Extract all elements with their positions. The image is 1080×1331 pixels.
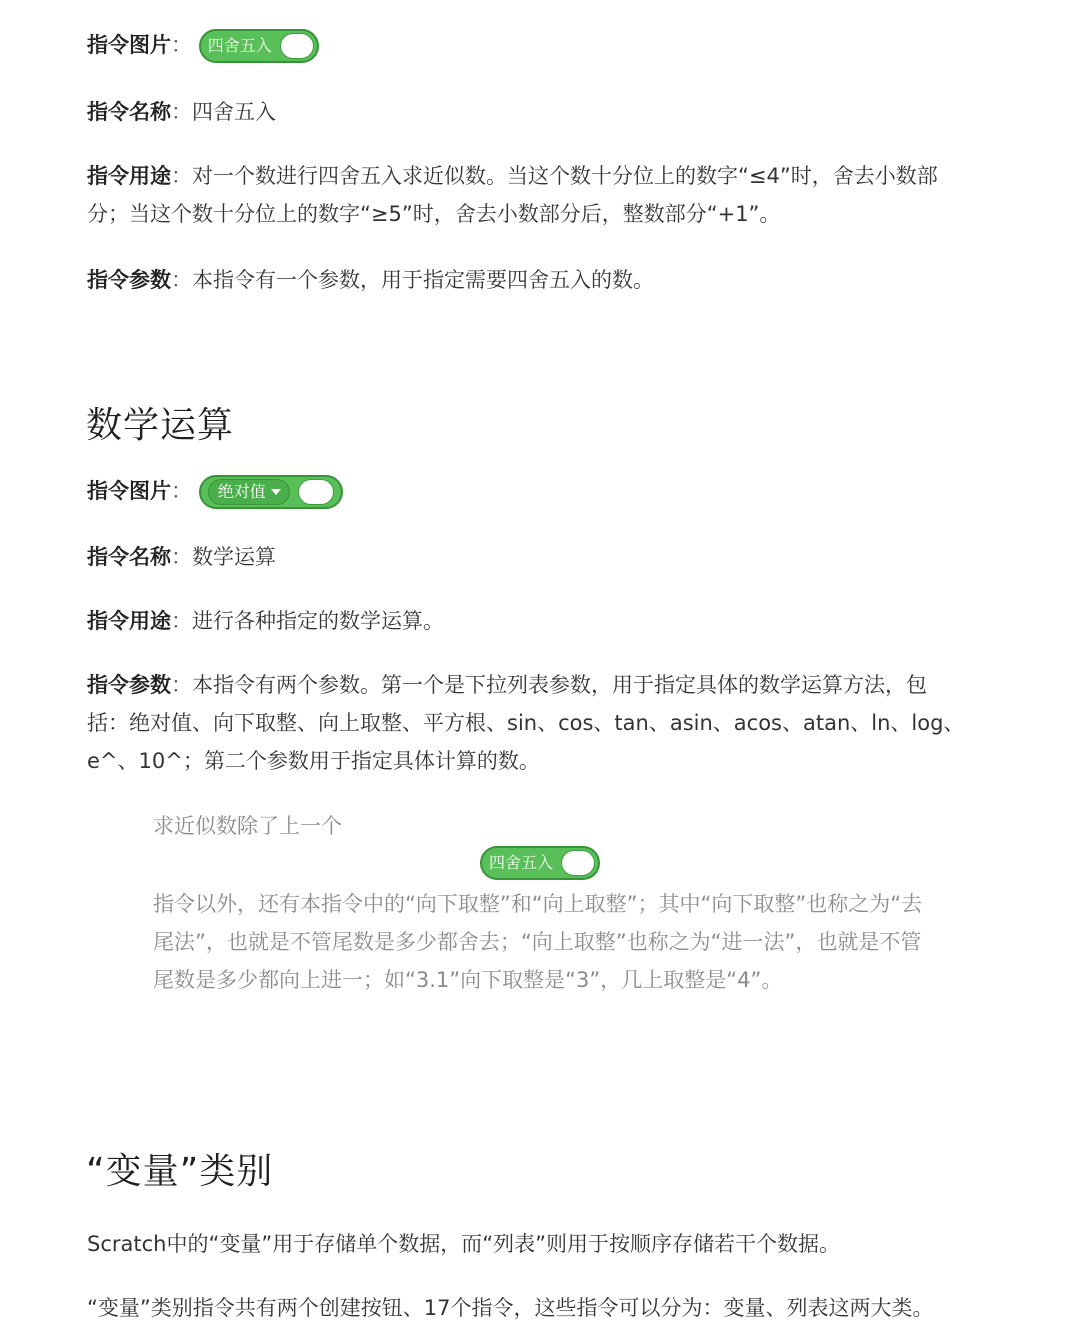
use-row-round: 指令用途：对一个数进行四舍五入求近似数。当这个数十分位上的数字“≤4”时，舍去小数部分；当这个数十分位上的数字“≥5”时，舍去小数部分后，整数部分“+1”。 xyxy=(87,164,938,226)
image-row-math: 指令图片： 绝对值 xyxy=(87,472,967,512)
field-label: 指令名称 xyxy=(87,545,171,569)
block-label: 四舍五入 xyxy=(489,853,554,872)
field-label: 指令参数 xyxy=(87,268,171,292)
section-heading: “变量”类别 xyxy=(86,1151,274,1192)
paragraph: Scratch中的“变量”用于存储单个数据，而“列表”则用于按顺序存储若干个数据。 xyxy=(87,1232,840,1256)
use-row-math: 指令用途：进行各种指定的数学运算。 xyxy=(87,609,444,633)
field-value: 四舍五入 xyxy=(192,100,276,124)
param-row-round: 指令参数：本指令有一个参数，用于指定需要四舍五入的数。 xyxy=(87,268,654,292)
field-label: 指令用途 xyxy=(87,164,171,188)
field-value: 本指令有两个参数。第一个是下拉列表参数，用于指定具体的数学运算方法，包括：绝对值、向下取整、向上取整、平方根、sin、cos、tan、asin、acos、atan、ln、log、e^、10^；第二个参数用于指定具体计算的数。 xyxy=(87,673,965,773)
image-row-round: 指令图片： 四舍五入 xyxy=(87,26,967,66)
field-label: 指令图片 xyxy=(87,33,171,57)
number-input-slot xyxy=(280,33,314,59)
field-value: 对一个数进行四舍五入求近似数。当这个数十分位上的数字“≤4”时，舍去小数部分；当这个数十分位上的数字“≥5”时，舍去小数部分后，整数部分“+1”。 xyxy=(87,164,938,226)
number-input-slot xyxy=(561,850,595,876)
field-value: 进行各种指定的数学运算。 xyxy=(192,609,444,633)
param-row-math: 指令参数：本指令有两个参数。第一个是下拉列表参数，用于指定具体的数学运算方法，包括：绝对值、向下取整、向上取整、平方根、sin、cos、tan、asin、acos、atan、ln、log、e^、10^；第二个参数用于指定具体计算的数。 xyxy=(87,673,965,773)
note-first-line: 求近似数除了上一个 xyxy=(153,814,342,838)
field-label: 指令图片 xyxy=(87,479,171,503)
name-row-math: 指令名称：数学运算 xyxy=(87,545,276,569)
field-value: 本指令有一个参数，用于指定需要四舍五入的数。 xyxy=(192,268,654,292)
note-body: 指令以外，还有本指令中的“向下取整”和“向上取整”；其中“向下取整”也称之为“去尾法”，也就是不管尾数是多少都舍去；“向上取整”也称之为“进一法”，也就是不管尾数是多少都向上进一；如“3.1”向下取整是“3”，几上取整是“4”。 xyxy=(153,892,923,992)
note-round-block-wrap xyxy=(480,846,600,880)
field-label: 指令名称 xyxy=(87,100,171,124)
operation-dropdown xyxy=(208,479,290,505)
round-block xyxy=(199,29,319,63)
section-heading: 数学运算 xyxy=(86,405,235,446)
number-input-slot xyxy=(298,479,334,505)
caret-down-icon xyxy=(271,489,281,495)
math-block xyxy=(199,475,343,509)
block-label: 四舍五入 xyxy=(207,36,272,55)
field-value: 数学运算 xyxy=(192,545,276,569)
round-block xyxy=(480,846,600,880)
field-label: 指令用途 xyxy=(87,609,171,633)
name-row-round: 指令名称：四舍五入 xyxy=(87,100,276,124)
paragraph: “变量”类别指令共有两个创建按钮、17个指令，这些指令可以分为：变量、列表这两大类。 xyxy=(87,1296,934,1320)
field-label: 指令参数 xyxy=(87,673,171,697)
dropdown-label: 绝对值 xyxy=(217,482,266,501)
